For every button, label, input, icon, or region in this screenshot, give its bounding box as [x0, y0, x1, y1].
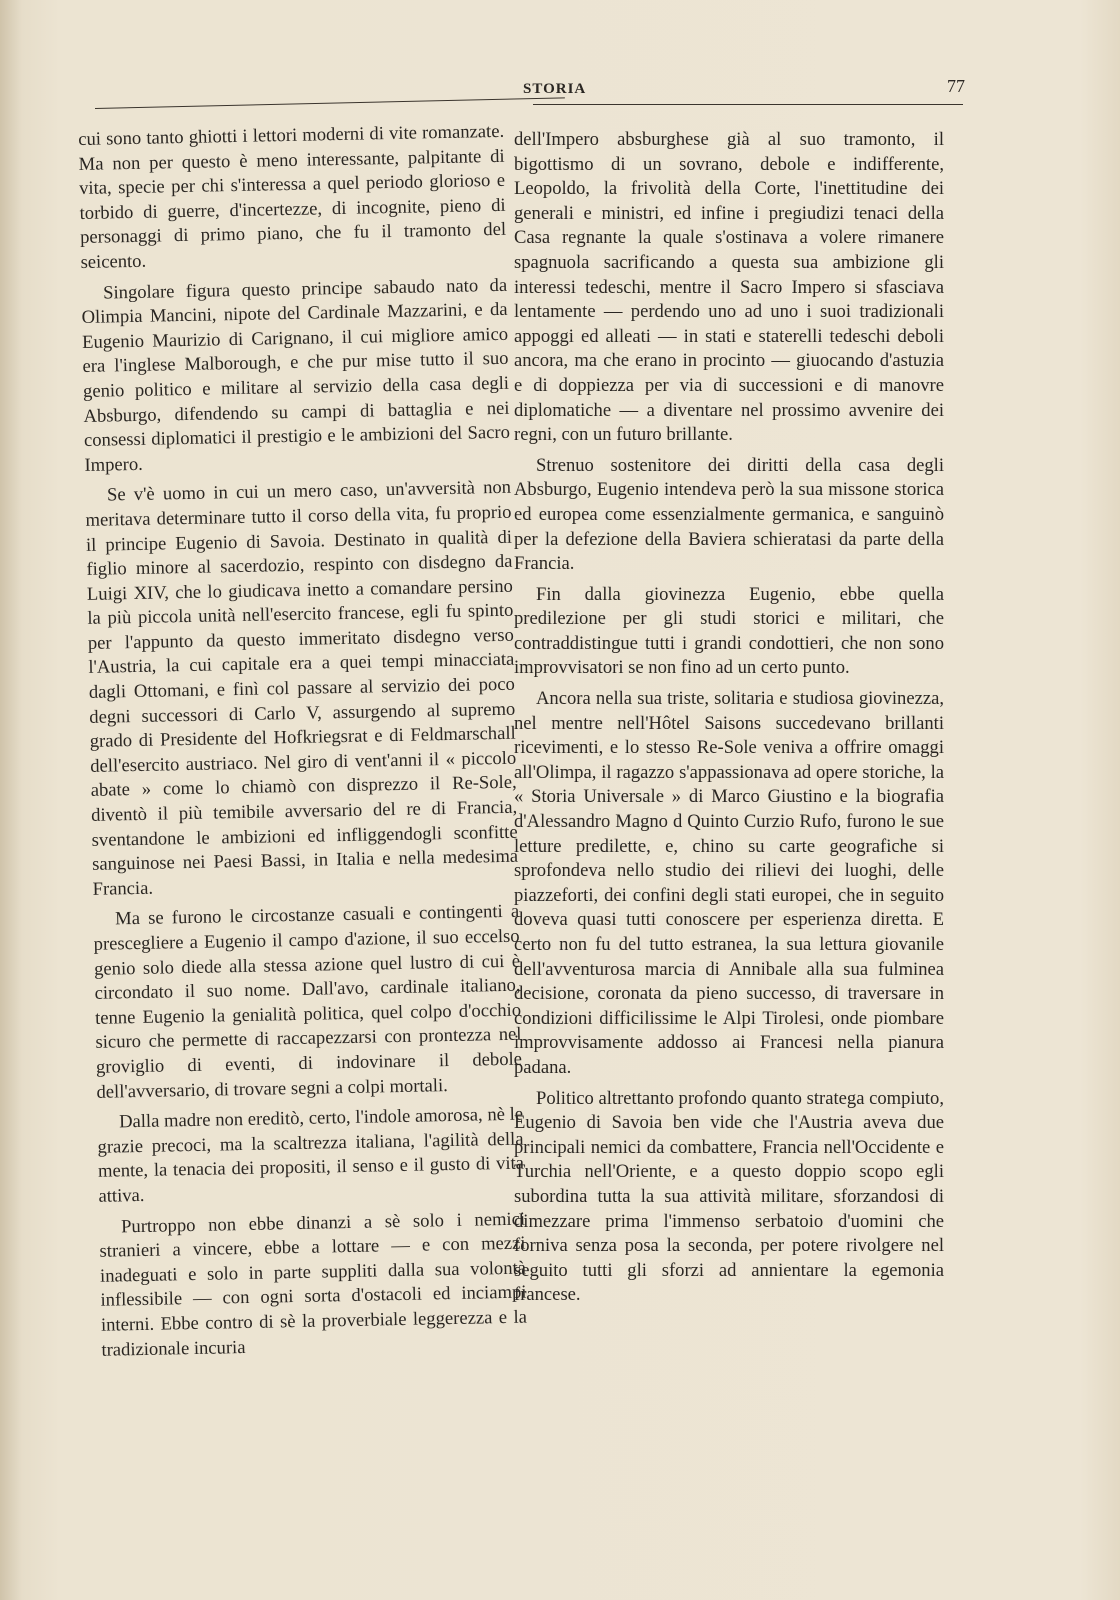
paragraph: Ma se furono le circostanze casuali e contingenti a prescegliere a Eugenio il campo d'azione, il suo eccelso genio solo diede alla stessa azione quel lustro di cui è circondato il suo nome. Dall'avo, cardinale italiano, tenne Eugenio la genialità politica, quel colpo d'occhio sicuro che permette di raccapezzarsi con prontezza nel groviglio di eventi, di indovinare il debole dell'avversario, di trovare segni a colpi mortali.	[93, 901, 523, 1103]
paragraph: Fin dalla giovinezza Eugenio, ebbe quella predilezione per gli studi storici e militari, che contraddistingue tutti i grandi condottieri, che non sono improvvisatori se non fino ad un certo punto.	[514, 583, 944, 679]
right-column	[514, 128, 944, 1314]
paragraph: Dalla madre non ereditò, certo, l'indole amorosa, nè le grazie precoci, ma la scaltrezza italiana, l'agilità della mente, la tenacia dei propositi, il senso e il gusto di vita attiva.	[97, 1103, 525, 1207]
paragraph: Singolare figura questo principe sabaudo nato da Olimpia Mancini, nipote del Cardinale Mazzarini, e da Eugenio Maurizio di Carignano, il cui migliore amico era l'inglese Malborough, e che pur mise tutto il suo genio politico e militare al servizio della casa degli Absburgo, difendendo su campi di battaglia e nei consessi diplomatici il prestigio e le ambizioni del Sacro Impero.	[81, 274, 511, 476]
page-number: 77	[947, 76, 965, 96]
paragraph: dell'Impero absburghese già al suo tramonto, il bigottismo di un sovrano, debole e indifferente, Leopoldo, la frivolità della Corte, l'inettitudine dei generali e ministri, ed infine i pregiudizi tenaci della Casa regnante la quale s'ostinava a volere rimanere spagnuola sacrificando a questa sua ambizione gli interessi tedeschi, mentre il Sacro Impero si sfasciava lentamente — perdendo uno ad uno i suoi tradizionali appoggi ed alleati — in stati e staterelli tedeschi deboli ancora, ma che erano in procinto — giuocando d'astuzia e di doppiezza per via di successioni e di manovre diplomatiche — a diventare nel prossimo avvenire dei regni, con un futuro brillante.	[514, 129, 944, 446]
header-rule-left	[95, 97, 565, 109]
header-rule-right	[533, 104, 963, 105]
paragraph: Strenuo sostenitore dei diritti della casa degli Absburgo, Eugenio intendeva però la sua missone storica ed europea come essenzialmente germanica, e sanguinò per la defezione della Baviera schieratasi da parte della Francia.	[514, 454, 944, 575]
paragraph: Ancora nella sua triste, solitaria e studiosa giovinezza, nel mentre nell'Hôtel Saisons succedevano brillanti ricevimenti, e lo stesso Re-Sole veniva a offrire omaggi all'Olimpa, il ragazzo s'appassionava ad opere storiche, la « Storia Universale » di Marco Giustino e la biografia d'Alessandro Magno d Quinto Curzio Rufo, furono le sue letture predilette, e, chino su carte geografiche si sprofondeva nello studio dei rilievi dei luoghi, delle piazzeforti, dei confini degli stati europei, che in seguito doveva quasi tutti conoscere per esperienza diretta. E certo non fu del tutto estranea, la sua lettura giovanile dell'avventurosa marcia di Annibale alla sua fulminea decisione, coronata da pieno successo, di traversare in condizioni difficilissime le Alpi Tirolesi, onde piombare improvvisamente addosso ai Francesi nella pianura padana.	[514, 688, 944, 1078]
page-header	[60, 76, 965, 116]
paragraph: cui sono tanto ghiotti i lettori moderni di vite romanzate. Ma non per questo è meno interessante, palpitante di vita, specie per chi s'interessa a quel periodo glorioso e torbido di guerre, d'incertezze, di incognite, pieno di personaggi di primo piano, che fu il tramonto del seicento.	[78, 120, 507, 273]
paragraph: Se v'è uomo in cui un mero caso, un'avversità non meritava determinare tutto il corso della vita, fu proprio il principe Eugenio di Savoia. Destinato in qualità di figlio minore al sacerdozio, respinto con disdegno da Luigi XIV, che lo giudicava inetto a comandare persino la più piccola unità nell'esercito francese, egli fu spinto per l'appunto da questo immeritato disdegno verso l'Austria, la cui capitale era a quei tempi minacciata dagli Ottomani, e finì col passare al servizio dei poco degni successori di Carlo V, assurgendo al supremo grado di Presidente del Hofkriegsrat e di Feldmarschall dell'esercito austriaco. Nel giro di vent'anni il « piccolo abate » come lo chiamò con disprezzo il Re-Sole, diventò il più temibile avversario del re di Francia, sventandone le ambizioni ed infliggendogli sconfitte sanguinose nei Paesi Bassi, in Italia e nella medesima Francia.	[85, 477, 519, 900]
paragraph: Purtroppo non ebbe dinanzi a sè solo i nemici stranieri a vincere, ebbe a lottare — e con mezzi inadeguati e solo in parte suppliti dalla sua volontà inflessibile — con ogni sorta d'ostacoli ed inciampi interni. Ebbe contro di sè la proverbiale leggerezza e la tradizionale incuria	[99, 1208, 528, 1361]
left-column	[78, 120, 528, 1369]
running-head: STORIA	[523, 81, 587, 97]
paragraph: Politico altrettanto profondo quanto stratega compiuto, Eugenio di Savoia ben vide che l'Austria aveva due principali nemici da combattere, Francia nell'Occidente e Turchia nell'Oriente, e a questo doppio scopo egli subordina tutta la sua attività militare, sforzandosi di dimezzare prima l'immenso serbatoio d'uomini che forniva senza posa la seconda, per potere rivolgere nel seguito tutti gli sforzi ad annientare la egemonia francese.	[514, 1087, 944, 1306]
